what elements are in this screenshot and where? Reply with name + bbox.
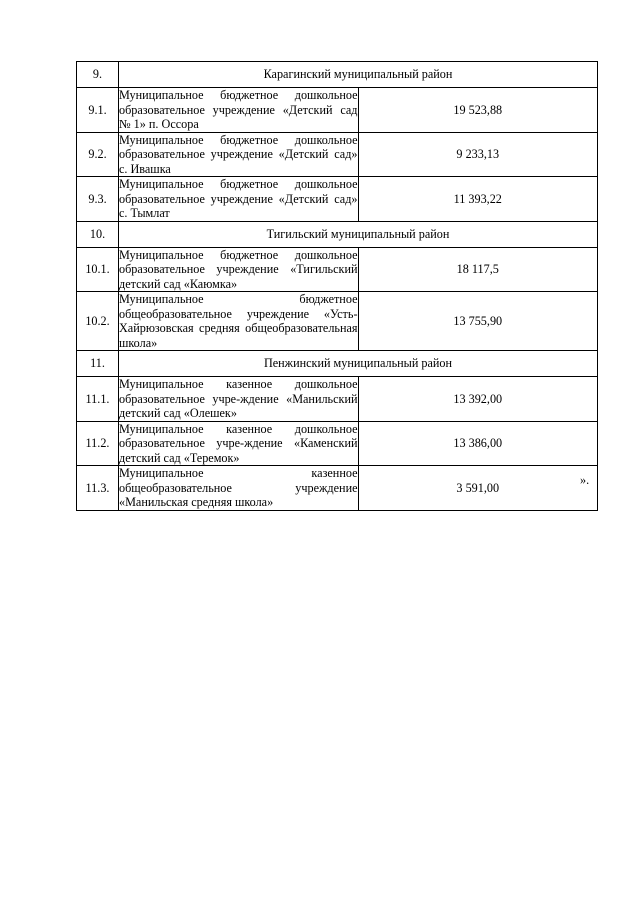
item-number: 11.1. [77, 377, 119, 422]
amount-value: 19 523,88 [358, 88, 598, 133]
item-number: 10.2. [77, 292, 119, 351]
item-number: 9.3. [77, 177, 119, 222]
table-row [77, 466, 598, 511]
item-number: 9.1. [77, 88, 119, 133]
amount-value: 9 233,13 [358, 132, 598, 177]
institution-name: Муниципальное бюджетное дошкольное образовательное учреждение «Детский сад № 1» п. Оссора [119, 88, 358, 131]
region-number: 10. [77, 221, 119, 247]
region-title: Пенжинский муниципальный район [119, 351, 598, 377]
amount-value: 11 393,22 [358, 177, 598, 222]
region-row [77, 62, 598, 88]
amount-value: 18 117,5 [358, 247, 598, 292]
table-row [77, 177, 598, 222]
institution-name: Муниципальное казенное дошкольное образовательное учре-ждение «Манильский детский сад «Олешек» [119, 377, 358, 420]
amount-value: 13 755,90 [358, 292, 598, 351]
table-row [77, 292, 598, 351]
table-row [77, 88, 598, 133]
item-number: 11.3. [77, 466, 119, 511]
institution-name: Муниципальное казенное общеобразовательное учреждение «Манильская средняя школа» [119, 466, 358, 509]
region-row [77, 221, 598, 247]
region-title: Тигильский муниципальный район [119, 221, 598, 247]
table-row [77, 247, 598, 292]
region-number: 11. [77, 351, 119, 377]
region-number: 9. [77, 62, 119, 88]
institution-name: Муниципальное бюджетное общеобразовательное учреждение «Усть-Хайрюзовская средняя общеобразовательная школа» [119, 292, 358, 350]
funding-table [76, 61, 598, 511]
amount-value: 13 392,00 [358, 377, 598, 422]
institution-name: Муниципальное бюджетное дошкольное образовательное учреждение «Тигильский детский сад «Каюмка» [119, 247, 358, 291]
amount-value: 3 591,00 [358, 466, 598, 511]
table-row [77, 421, 598, 466]
institution-name: Муниципальное бюджетное дошкольное образовательное учреждение «Детский сад» с. Тымлат [119, 177, 358, 220]
item-number: 10.1. [77, 247, 119, 292]
institution-name: Муниципальное бюджетное дошкольное образовательное учреждение «Детский сад» с. Ивашка [119, 132, 358, 176]
table-row [77, 377, 598, 422]
item-number: 11.2. [77, 421, 119, 466]
amount-value: 13 386,00 [358, 421, 598, 466]
table-row [77, 132, 598, 177]
closing-quote-mark: ». [580, 473, 590, 487]
item-number: 9.2. [77, 132, 119, 177]
region-title: Карагинский муниципальный район [119, 62, 598, 88]
region-row [77, 351, 598, 377]
institution-name: Муниципальное казенное дошкольное образовательное учре-ждение «Каменский детский сад «Теремок» [119, 421, 358, 465]
